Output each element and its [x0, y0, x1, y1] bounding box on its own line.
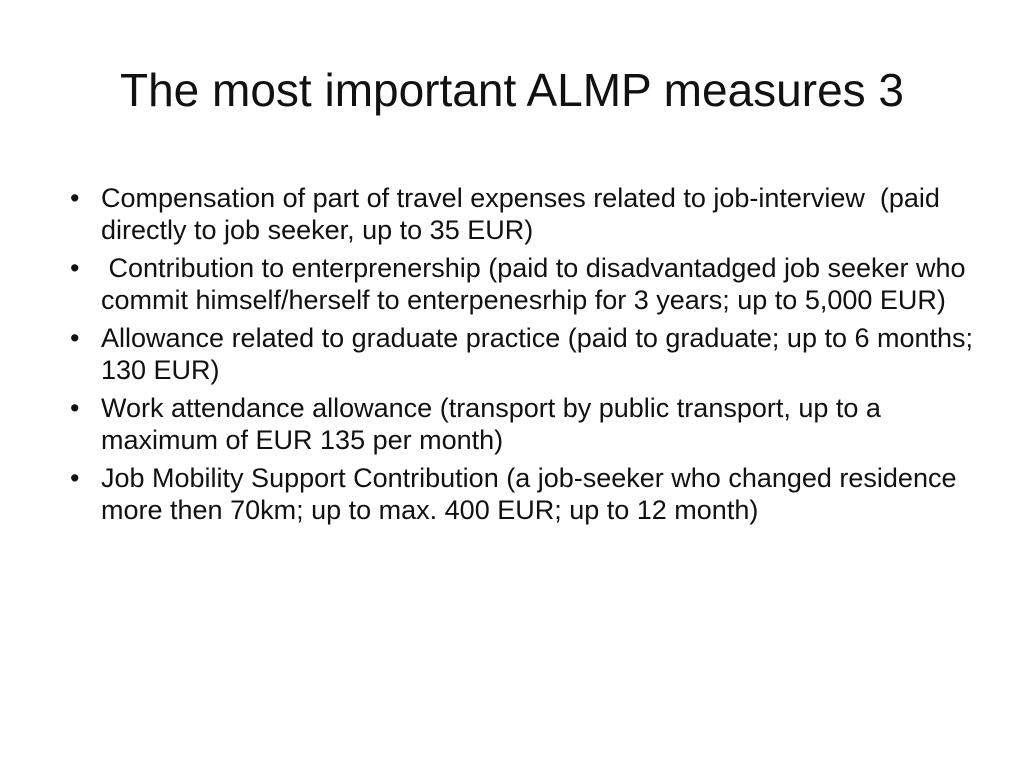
bullet-text: Contribution to enterprenership (paid to disadvantadged job seeker who commit himself/herself to enterpenesrhip for 3 years; up to 5,000 EUR): [101, 253, 974, 315]
bullet-item-enterprenership: [70, 252, 976, 316]
bullet-text: Job Mobility Support Contribution (a job-seeker who changed residence more then 70km; up to max. 400 EUR; up to 12 month): [101, 463, 964, 525]
bullet-item-job-mobility: [70, 462, 976, 526]
bullet-item-graduate-practice: [70, 322, 981, 386]
bullet-text: Compensation of part of travel expenses related to job-interview (paid directly to job seeker, up to 35 EUR): [101, 183, 948, 245]
bullet-text: Allowance related to graduate practice (paid to graduate; up to 6 months; 130 EUR): [101, 323, 981, 385]
bullet-list: [70, 182, 981, 532]
slide-title: The most important ALMP measures 3: [119, 64, 905, 116]
bullet-icon: •: [70, 393, 80, 423]
bullet-text: Work attendance allowance (transport by public transport, up to a maximum of EUR 135 per month): [101, 393, 889, 455]
bullet-item-travel-expenses: [70, 182, 976, 246]
bullet-icon: •: [70, 183, 80, 213]
bullet-icon: •: [70, 323, 80, 353]
bullet-item-work-attendance: [70, 392, 976, 456]
bullet-icon: •: [70, 463, 80, 493]
bullet-icon: •: [70, 253, 80, 283]
